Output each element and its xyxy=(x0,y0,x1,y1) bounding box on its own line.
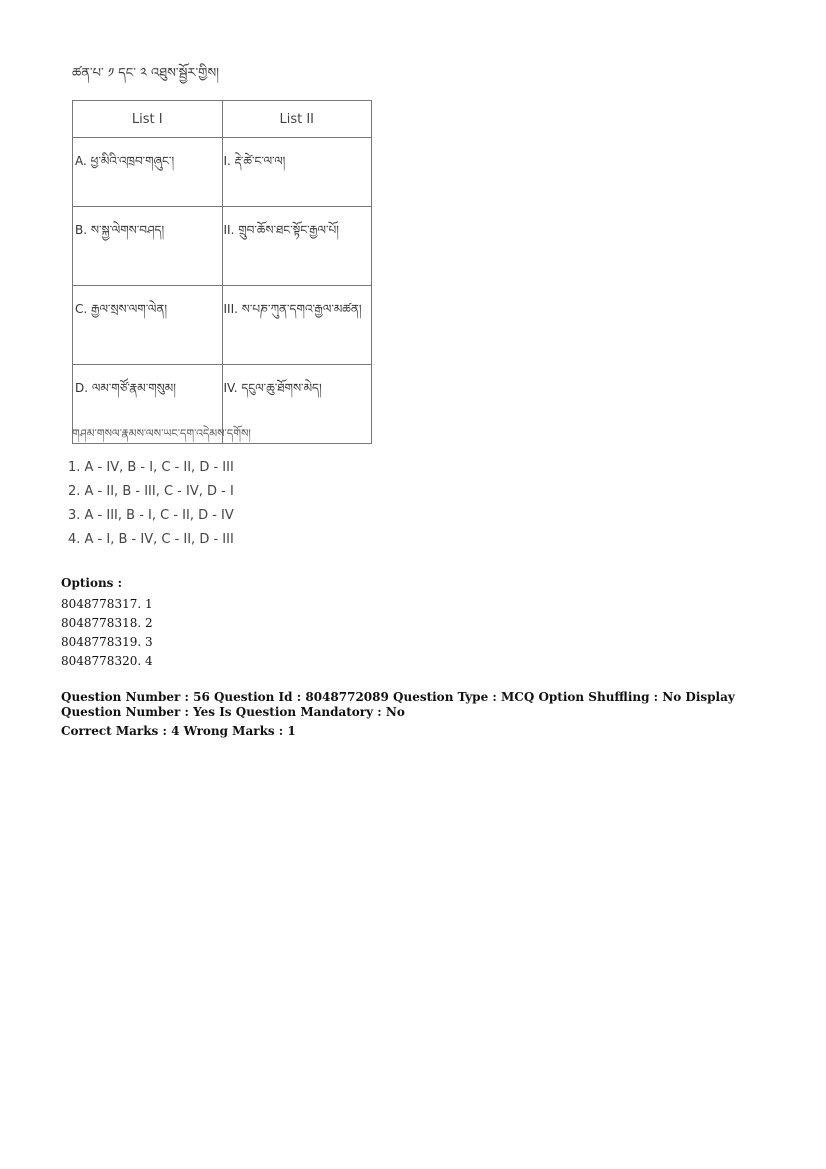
table-header-row xyxy=(73,101,372,138)
list2-item-ii: II. གྲུབ་ཆོས་ཐང་སྟོང་རྒྱལ་པོ། xyxy=(222,207,372,286)
answer-choices xyxy=(68,456,234,552)
question-info: Question Number : 56 Question Id : 8048772089 Question Type : MCQ Option Shuffling : No Display Question Number : Yes Is Question Mandatory : No xyxy=(61,690,735,719)
question-image xyxy=(68,62,392,547)
choice-3: 3. A - III, B - I, C - II, D - IV xyxy=(68,508,234,523)
instruction-text: གཤམ་གསལ་རྣམས་ལས་ཡང་དག་འདེམས་དགོས། xyxy=(72,427,251,440)
option-item-1: 8048778317. 1 xyxy=(61,597,153,611)
list2-item-i: I. རྡེ་ཚེ་ང་ལ་ལ། xyxy=(222,138,372,207)
header-list-1: List I xyxy=(73,101,223,138)
option-item-3: 8048778319. 3 xyxy=(61,635,153,649)
option-list xyxy=(61,595,153,671)
table-row xyxy=(73,286,372,365)
header-list-2: List II xyxy=(222,101,372,138)
choice-4: 4. A - I, B - IV, C - II, D - III xyxy=(68,532,234,547)
option-item-4: 8048778320. 4 xyxy=(61,654,153,668)
list1-item-d: D. ལམ་གཙོ་རྣམ་གསུམ། xyxy=(73,365,223,444)
choice-1: 1. A - IV, B - I, C - II, D - III xyxy=(68,460,234,475)
question-prompt: ཚན་པ་ ༡ དང་ ༢ འཐུས་སྦྱོར་གྱིས། xyxy=(72,66,219,81)
list2-item-iii: III. ས་པཎ་ཀུན་དགའ་རྒྱལ་མཚན། xyxy=(222,286,372,365)
match-table xyxy=(72,100,372,444)
table-row xyxy=(73,207,372,286)
options-heading: Options : xyxy=(61,576,123,590)
marks-info: Correct Marks : 4 Wrong Marks : 1 xyxy=(61,724,296,738)
list1-item-b: B. ས་སྐྱ་ལེགས་བཤད། xyxy=(73,207,223,286)
option-item-2: 8048778318. 2 xyxy=(61,616,153,630)
table-row xyxy=(73,138,372,207)
list1-item-c: C. རྒྱལ་སྲས་ལག་ལེན། xyxy=(73,286,223,365)
list2-item-iv: IV. དངུལ་ཆུ་ཐོགས་མེད། xyxy=(222,365,372,444)
list1-item-a: A. ཕྱ་མིའི་འཁྲབ་གཞུང་། xyxy=(73,138,223,207)
choice-2: 2. A - II, B - III, C - IV, D - I xyxy=(68,484,234,499)
